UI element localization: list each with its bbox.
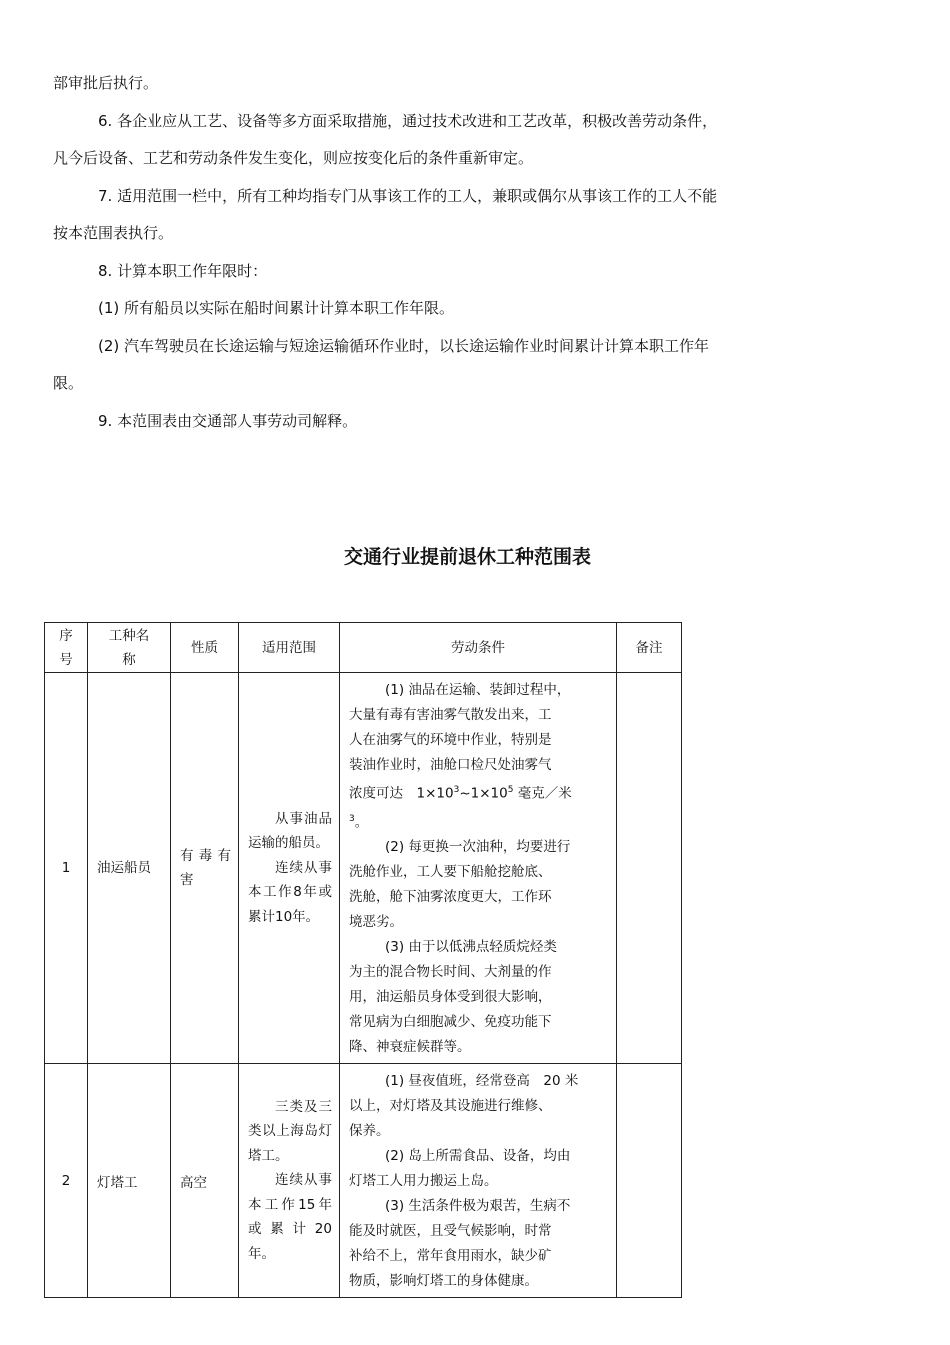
header-number-line2: 号	[59, 651, 73, 668]
condition-line: 人在油雾气的环境中作业，特别是	[349, 732, 552, 748]
paragraph: (2) 汽车驾驶员在长途运输与短途运输循环作业时，以长途运输作业时间累计计算本职工作年	[98, 337, 710, 355]
condition-line: 保养。	[349, 1123, 390, 1139]
row-number: 2	[45, 1064, 88, 1298]
header-remarks: 备注	[617, 623, 682, 673]
condition-line: 用，油运船员身体受到很大影响，	[349, 989, 552, 1005]
condition-line: 装油作业时，油舱口检尺处油雾气	[349, 757, 552, 773]
condition-line: 洗舱，舱下油雾浓度更大，工作环	[349, 889, 552, 905]
condition-line: (3) 由于以低沸点轻质烷烃类	[385, 939, 557, 955]
condition-text: ~1×10	[459, 785, 508, 802]
condition-line: 能及时就医，且受气候影响，时常	[349, 1223, 552, 1239]
header-nature: 性质	[171, 623, 239, 673]
table-row	[45, 673, 682, 1064]
conditions-cell	[340, 673, 617, 1064]
condition-line: 大量有毒有害油雾气散发出来，工	[349, 707, 552, 723]
exponent: 5	[507, 785, 514, 795]
header-scope: 适用范围	[239, 623, 340, 673]
scope-text: 从事油品运输的船员。	[248, 810, 332, 852]
condition-line: 洗舱作业，工人要下船舱挖舱底、	[349, 864, 552, 880]
scope-text: 连续从事本工作15年或累计20年。	[248, 1172, 332, 1262]
remarks-cell	[617, 673, 682, 1064]
exponent: 3	[349, 813, 355, 824]
conditions-cell	[340, 1064, 617, 1298]
header-number	[45, 623, 88, 673]
paragraph: 8. 计算本职工作年限时：	[98, 262, 268, 280]
condition-line: 补给不上，常年食用雨水，缺少矿	[349, 1248, 552, 1264]
nature-cell: 高空	[171, 1064, 239, 1298]
condition-line: (2) 岛上所需食品、设备，均由	[385, 1148, 571, 1164]
job-name-cell: 灯塔工	[88, 1064, 171, 1298]
condition-text: 毫克／米	[513, 785, 572, 802]
job-name-cell: 油运船员	[88, 673, 171, 1064]
condition-line: 灯塔工人用力搬运上岛。	[349, 1173, 498, 1189]
table-header-row	[45, 623, 682, 673]
table-row	[45, 1064, 682, 1298]
exponent: 3	[453, 785, 460, 795]
condition-line: 境恶劣。	[349, 914, 403, 930]
table-title: 交通行业提前退休工种范围表	[343, 546, 591, 568]
header-conditions: 劳动条件	[340, 623, 617, 673]
paragraph: 按本范围表执行。	[53, 224, 174, 242]
retirement-scope-table	[44, 622, 682, 1298]
scope-cell	[239, 1064, 340, 1298]
condition-line: (1) 油品在运输、装卸过程中，	[385, 682, 571, 698]
remarks-cell	[617, 1064, 682, 1298]
condition-line: (3) 生活条件极为艰苦，生病不	[385, 1198, 571, 1214]
condition-line: 常见病为白细胞减少、免疫功能下	[349, 1014, 552, 1030]
nature-cell: 有毒有害	[171, 673, 239, 1064]
condition-line: 为主的混合物长时间、大剂量的作	[349, 964, 552, 980]
scope-cell	[239, 673, 340, 1064]
condition-line: 以上，对灯塔及其设施进行维修、	[349, 1098, 552, 1114]
paragraph: 凡今后设备、工艺和劳动条件发生变化，则应按变化后的条件重新审定。	[53, 149, 534, 167]
paragraph: 6. 各企业应从工艺、设备等多方面采取措施，通过技术改进和工艺改革，积极改善劳动条件，	[98, 112, 718, 130]
header-job-name-line1: 工种名	[108, 627, 150, 644]
paragraph: 7. 适用范围一栏中，所有工种均指专门从事该工作的工人，兼职或偶尔从事该工作的工人不能	[98, 187, 718, 205]
condition-text: 。	[354, 814, 369, 830]
scope-text: 三类及三类以上海岛灯塔工。	[248, 1098, 332, 1164]
condition-line: (1) 昼夜值班，经常登高 20 米	[385, 1073, 579, 1089]
header-job-name-line2: 称	[122, 651, 136, 668]
header-job-name	[88, 623, 171, 673]
condition-line: 物质，影响灯塔工的身体健康。	[349, 1273, 538, 1289]
paragraph: 9. 本范围表由交通部人事劳动司解释。	[98, 412, 358, 430]
scope-text: 连续从事本工作8年或累计10年。	[248, 859, 332, 925]
condition-line: 降、神衰症候群等。	[349, 1039, 471, 1055]
condition-line	[349, 807, 610, 836]
condition-line	[349, 778, 610, 807]
condition-text: 浓度可达 1×10	[349, 785, 454, 802]
paragraph: 部审批后执行。	[53, 74, 159, 92]
row-number: 1	[45, 673, 88, 1064]
condition-line: (2) 每更换一次油种，均要进行	[385, 839, 571, 855]
paragraph: 限。	[53, 374, 84, 392]
paragraph: (1) 所有船员以实际在船时间累计计算本职工作年限。	[98, 299, 455, 317]
header-number-line1: 序	[59, 627, 73, 644]
